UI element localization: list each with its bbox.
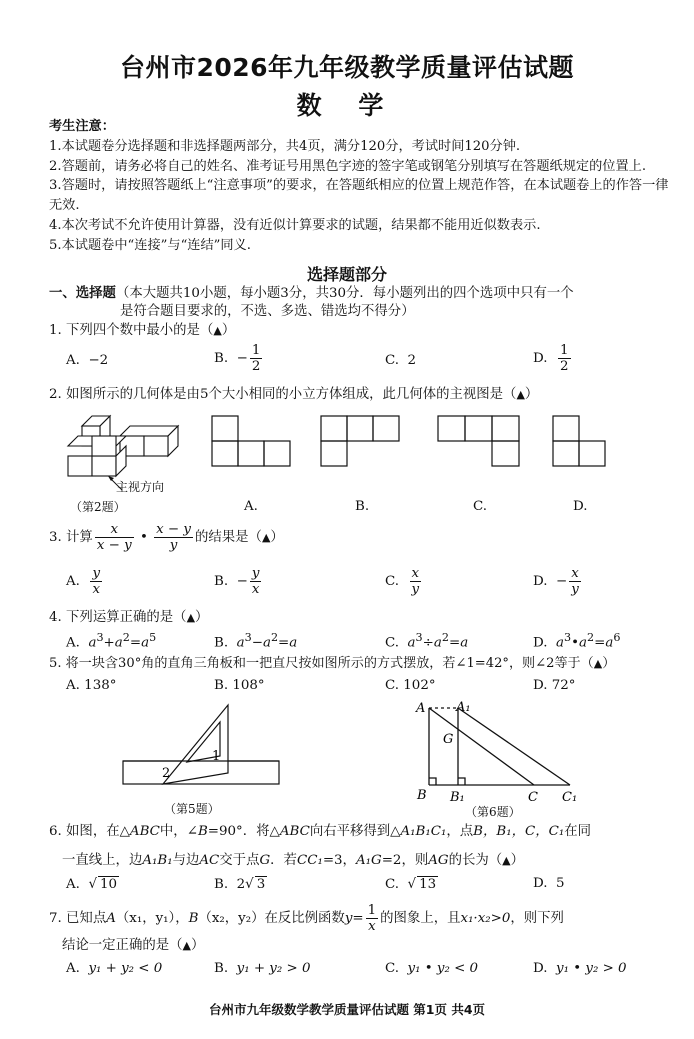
var: B，B₁，C，C₁: [473, 824, 565, 839]
opt-label: C.: [385, 961, 400, 976]
text: （x₁，y₁），: [115, 911, 189, 926]
page-footer: 台州市九年级数学教学质量评估试题 第1页 共4页: [208, 1002, 486, 1017]
q7-option-d: [533, 961, 627, 976]
text: 结论一定正确的是（: [62, 938, 183, 953]
frac-den: x − y: [96, 538, 132, 553]
fraction: [90, 566, 102, 597]
q6-figure: [410, 697, 590, 805]
exp: 2: [441, 631, 449, 644]
opt-label: B.: [214, 351, 229, 366]
coef: 2: [236, 877, 246, 892]
frac-num: x − y: [156, 522, 191, 537]
opt-label: A.: [66, 961, 80, 976]
q6-option-d: [533, 876, 565, 891]
exp: 2: [587, 631, 595, 644]
q5-option-b: B. 108°: [214, 678, 265, 693]
q7-stem-line1: [49, 903, 564, 934]
opt-label: C.: [385, 574, 400, 589]
frac-den: x: [92, 582, 101, 597]
opt-sign: −: [236, 351, 248, 366]
part1-line2: 是符合题目要求的，不选、多选、错选均不得分）: [120, 304, 415, 319]
q7-option-a: [66, 961, 162, 976]
frac-num: x: [569, 566, 581, 582]
var-a: a: [262, 635, 271, 651]
opt-label: C.: [385, 877, 400, 892]
q4-stem-text: 4. 下列运算正确的是（: [49, 610, 187, 625]
radicand: 3: [256, 877, 266, 892]
q5-option-c: C. 102°: [385, 678, 436, 693]
opt-label: D.: [533, 635, 548, 651]
exp: 6: [613, 631, 621, 644]
answer-marker: ▲: [593, 657, 603, 670]
op: −: [251, 635, 263, 651]
var: CC₁: [296, 853, 323, 868]
fraction: [410, 566, 422, 597]
q2-option-d: D.: [573, 499, 588, 514]
q3-close: ）: [270, 530, 284, 545]
op: =: [278, 635, 290, 651]
var: y: [344, 911, 353, 926]
text: =3，: [322, 853, 356, 868]
text: ，则下列: [510, 911, 564, 926]
opt-label: D.: [533, 574, 548, 589]
opt-text: y₁ • y₂ > 0: [556, 961, 627, 976]
q2-stem: [49, 385, 538, 404]
q6-stem-line1: [49, 822, 591, 841]
var-a: a: [236, 635, 245, 651]
exp: 3: [96, 631, 104, 644]
frac-num: 1: [251, 343, 261, 358]
q5-caption: （第5题）: [164, 802, 220, 816]
op: =: [129, 635, 142, 651]
frac-num: 1: [367, 903, 377, 918]
frac-den: y: [411, 582, 420, 597]
fraction: [366, 903, 379, 934]
opt-label: B.: [214, 877, 229, 892]
var: A₁G: [355, 853, 382, 868]
arrow-head: [108, 476, 114, 481]
q3-option-a: [66, 566, 104, 597]
answer-marker: ▲: [213, 324, 222, 337]
var-a: a: [114, 635, 123, 651]
q4-close: ）: [195, 610, 209, 625]
q2-view-a: [210, 414, 294, 470]
q5-stem-text: 5. 将一块含30°角的直角三角板和一把直尺按如图所示的方式摆放，若∠1=42°，则∠2等于（: [49, 656, 594, 671]
fraction: [250, 566, 262, 597]
text: ，点: [446, 824, 474, 839]
subject-title: 数 学: [296, 91, 398, 120]
q1-option-b: [214, 343, 264, 374]
var-a: a: [141, 635, 150, 651]
var-a: a: [605, 635, 614, 651]
part1-line1: [49, 284, 574, 303]
angle-1-label: 1: [212, 749, 221, 764]
exp: 5: [149, 631, 157, 644]
q2-view-b: [319, 414, 403, 470]
opt-text: −2: [88, 353, 109, 368]
text: 7. 已知点: [49, 911, 107, 926]
exp: 2: [270, 631, 279, 644]
opt-label: D.: [533, 961, 548, 976]
q2-caption: （第2题）: [70, 500, 126, 514]
q7-stem-line2: [62, 936, 204, 955]
var: A₁B₁: [142, 853, 173, 868]
opt-sign: −: [236, 574, 248, 589]
text: =90°．将△: [207, 824, 280, 839]
q3-stem-post: 的结果是（: [194, 530, 262, 545]
opt-text: y₁ + y₂ < 0: [88, 961, 163, 976]
var-a: a: [289, 635, 298, 651]
section-title: 选择题部分: [306, 265, 387, 284]
q3-option-b: [214, 566, 263, 597]
text: 一直线上，边: [62, 853, 143, 868]
opt-sign: −: [556, 574, 568, 589]
opt-text: y₁ • y₂ < 0: [407, 961, 479, 976]
text: ．若: [270, 853, 297, 868]
var-a: a: [88, 635, 97, 651]
text: 在同: [564, 824, 592, 839]
set-square-outer: [163, 705, 228, 784]
root-sign: √: [407, 877, 417, 892]
q6-close: ）: [510, 853, 525, 868]
var: B: [188, 911, 199, 926]
root-sign: √: [88, 877, 97, 892]
q6-caption: （第6题）: [465, 805, 521, 819]
q7-close: ）: [190, 938, 205, 953]
opt-label: B.: [214, 635, 229, 651]
point-a: A: [416, 701, 426, 716]
op: •: [571, 635, 580, 651]
exp: 3: [415, 631, 423, 644]
q4-option-d: [533, 631, 620, 650]
q1-option-d: [533, 343, 573, 374]
var: AC: [199, 853, 220, 868]
root-sign: √: [245, 877, 254, 892]
point-b1: B₁: [450, 790, 465, 805]
q3-stem: [49, 522, 284, 553]
frac-den: y: [571, 582, 579, 597]
notice-item: 3.答题时，请按照答题纸上“注意事项”的要求，在答题纸相应的位置上规范作答，在本试题卷上的作答一律无效.: [49, 178, 669, 214]
q5-figure: [118, 700, 286, 798]
frac-den: 2: [251, 359, 261, 374]
opt-label: D.: [533, 351, 548, 366]
var-a: a: [579, 635, 588, 651]
q5-close: ）: [602, 656, 616, 671]
frac-num: x: [95, 522, 134, 538]
q4-option-b: [214, 631, 297, 650]
notice-item: 2.答题前，请务必将自己的姓名、准考证号用黑色字迹的签字笔或钢笔分别填写在答题纸规定的位置上.: [49, 158, 647, 174]
var-a: a: [433, 635, 442, 651]
answer-marker: ▲: [502, 854, 511, 867]
notice-item: 4.本次考试不允许使用计算器，没有近似计算要求的试题，结果都不能用近似数表示.: [49, 217, 541, 233]
text: 6. 如图，在△: [49, 824, 130, 839]
q3-option-d: [533, 566, 583, 597]
dot-operator: •: [139, 530, 148, 545]
frac-den: x: [368, 919, 376, 934]
q2-view-d: [550, 414, 610, 470]
q2-direction-label: 主视方向: [116, 480, 165, 494]
q4-stem: [49, 608, 208, 627]
frac-num: y: [251, 566, 260, 581]
text: 向右平移得到△: [309, 824, 401, 839]
exp: 3: [564, 631, 572, 644]
op: =: [352, 911, 364, 926]
q2-option-b: B.: [355, 499, 370, 514]
op: +: [103, 635, 115, 651]
var-a: a: [556, 635, 565, 651]
opt-label: C.: [385, 635, 400, 651]
frac-den: y: [169, 538, 178, 553]
answer-marker: ▲: [186, 611, 196, 624]
var: ABC: [279, 824, 310, 839]
answer-marker: ▲: [516, 388, 525, 401]
frac-num: y: [92, 566, 101, 581]
radicand: 13: [419, 877, 437, 892]
page-title: 台州市2026年九年级教学质量评估试题: [119, 53, 575, 82]
opt-label: B.: [214, 961, 229, 976]
q6-option-c: [385, 876, 438, 892]
q1-stem: [49, 321, 235, 340]
exp: 3: [244, 631, 252, 644]
answer-marker: ▲: [261, 531, 271, 544]
point-b: B: [417, 788, 427, 803]
fraction: [154, 522, 193, 553]
opt-label: A.: [66, 635, 80, 651]
var: ABC: [129, 824, 160, 839]
radicand: 10: [100, 877, 118, 892]
opt-text: y₁ + y₂ > 0: [236, 961, 311, 976]
opt-label: A.: [66, 353, 80, 368]
point-a1: A₁: [456, 700, 471, 715]
notice-item: 5.本试题卷中“连接”与“连结”同义.: [49, 237, 251, 253]
fraction: [250, 343, 263, 374]
q1-stem-text: 1. 下列四个数中最小的是（: [49, 323, 214, 338]
q2-close: ）: [524, 387, 539, 402]
op: ÷: [422, 635, 434, 651]
text: =2，则: [381, 853, 429, 868]
notice-heading: 考生注意：: [49, 119, 115, 134]
q2-option-a: A.: [244, 499, 258, 514]
q5-option-a: A. 138°: [66, 678, 117, 693]
opt-label: A.: [66, 877, 80, 892]
var-a: a: [407, 635, 416, 651]
q7-option-b: [214, 961, 310, 976]
fraction: [558, 343, 571, 374]
var: AG: [428, 853, 449, 868]
frac-num: 1: [560, 343, 569, 358]
point-c1: C₁: [562, 790, 578, 805]
text: 中，∠: [159, 824, 198, 839]
text: 的图象上，且: [380, 911, 461, 926]
q5-option-d: D. 72°: [533, 678, 576, 693]
opt-label: A.: [66, 574, 80, 589]
q1-option-c: [385, 353, 416, 368]
q1-close: ）: [221, 323, 236, 338]
text: 的长为（: [448, 853, 503, 868]
text: （x₂，y₂）在反比例函数: [198, 911, 345, 926]
part1-desc: （本大题共10小题，每小题3分，共30分．每小题列出的四个选项中只有一个: [115, 286, 574, 301]
notice-item: 1.本试题卷分选择题和非选择题两部分，共4页，满分120分，考试时间120分钟.: [49, 138, 521, 154]
opt-label: B.: [214, 574, 229, 589]
fraction: [569, 566, 581, 597]
fraction: [95, 522, 134, 553]
opt-label: D.: [533, 876, 548, 891]
part1-label: 一、选择题: [49, 285, 116, 301]
q3-option-c: [385, 566, 423, 597]
opt-text: 2: [407, 353, 417, 368]
var: B: [197, 824, 208, 839]
q1-option-a: [66, 353, 108, 368]
q2-option-c: C.: [473, 499, 488, 514]
var: A₁B₁C₁: [400, 824, 447, 839]
op: =: [448, 635, 461, 651]
angle-2-label: 2: [162, 766, 171, 781]
q5-stem: [49, 654, 615, 673]
q6-option-b: [214, 876, 267, 892]
var: A: [106, 911, 116, 926]
text: 交于点: [219, 853, 260, 868]
q7-option-c: [385, 961, 478, 976]
opt-label: C.: [385, 353, 400, 368]
var-a: a: [460, 635, 469, 651]
q2-view-c: [435, 414, 525, 470]
q4-option-a: [66, 631, 156, 650]
opt-text: 5: [556, 876, 565, 891]
var: G: [259, 853, 271, 868]
frac-den: x: [251, 582, 260, 597]
text: 与边: [172, 853, 200, 868]
var: x₁·x₂>0: [460, 911, 511, 926]
q6-stem-line2: [62, 851, 524, 870]
answer-marker: ▲: [182, 939, 191, 952]
q3-stem-pre: 3. 计算: [49, 530, 93, 545]
q2-stem-text: 2. 如图所示的几何体是由5个大小相同的小立方体组成，此几何体的主视图是（: [49, 387, 517, 402]
q6-option-a: [66, 876, 119, 892]
point-g: G: [443, 732, 454, 747]
frac-num: x: [410, 566, 422, 582]
frac-den: 2: [560, 359, 569, 374]
op: =: [594, 635, 606, 651]
exp: 2: [122, 631, 130, 644]
notice-block: [49, 117, 669, 256]
q4-option-c: [385, 631, 468, 650]
point-c: C: [528, 790, 538, 805]
